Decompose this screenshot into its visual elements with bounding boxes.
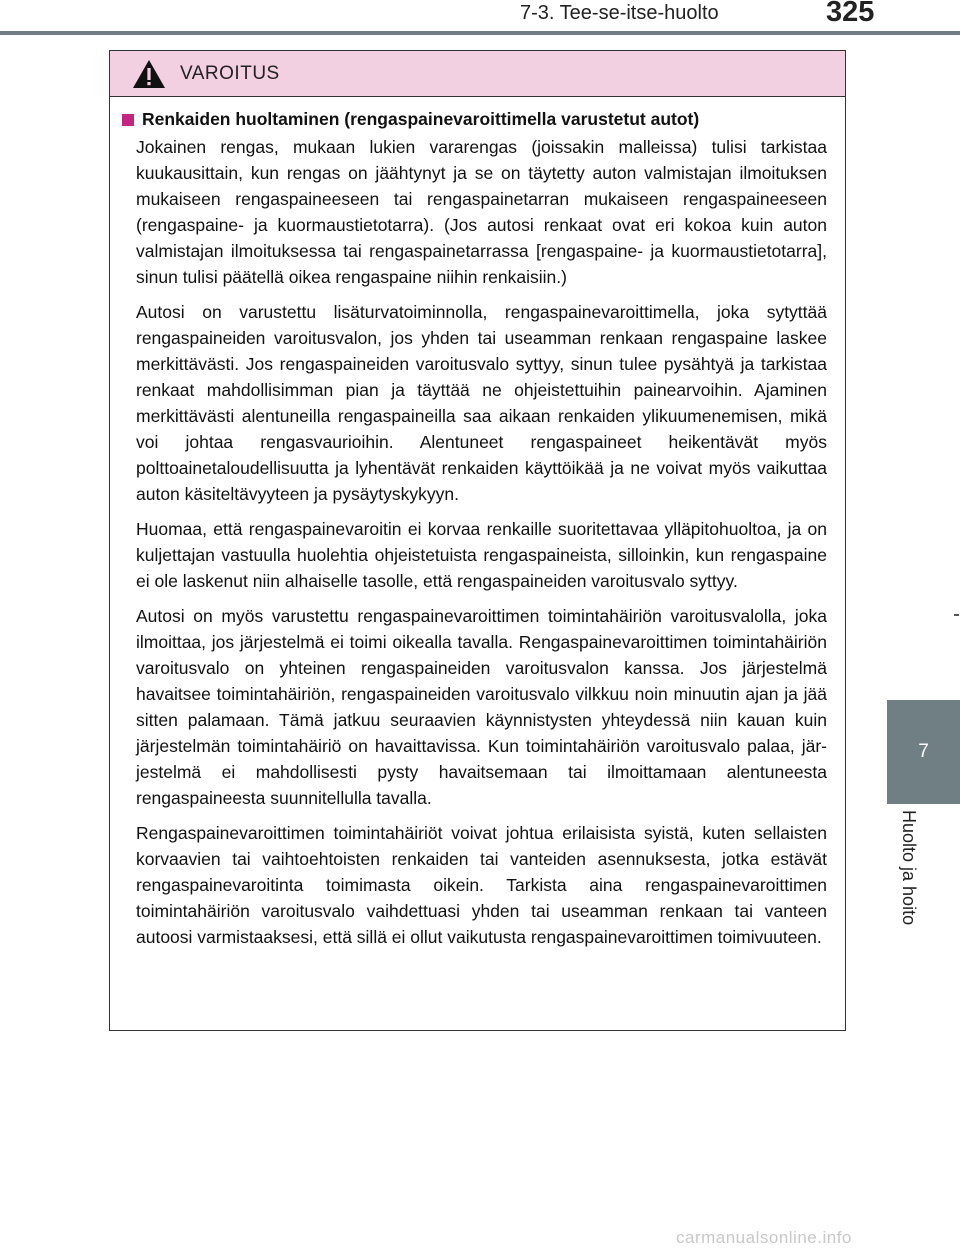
- warning-label: VAROITUS: [180, 62, 280, 84]
- warning-body: [110, 97, 845, 950]
- warning-header: [110, 51, 845, 97]
- chapter-tab: [887, 700, 960, 804]
- watermark: carmanualsonline.info: [676, 1228, 852, 1247]
- warning-paragraph-2: Autosi on varustettu lisäturvatoiminnolla, rengaspainevaroittimella, joka sytyttää rengaspaineiden varoitusvalon, jos yhden tai useamman renkaan rengaspaine laskee merkittävästi. Jos rengaspaineiden varoitusvalo syttyy, sinun tulee pysähtyä ja tarkistaa renkaat mahdollisimman pian ja täyttää ne ohjeistettuihin painearvoihin. Ajaminen merkittävästi alentuneilla rengaspaineilla saa aikaan renkaiden ylikuumenemisen, mikä voi johtaa rengasvaurioihin. Alentuneet rengaspaineet heikentävät myös polttoainetaloudellisuutta ja lyhentävät renkaiden käyttöikää ja ne voivat myös vaikuttaa auton käsiteltävyyteen ja pysäytyskykyyn.: [136, 302, 827, 504]
- warning-subheading-text: Renkaiden huoltaminen (rengaspainevaroittimella varustetut autot): [142, 109, 700, 129]
- chapter-title: Huolto ja hoito: [899, 810, 919, 926]
- margin-mark: [954, 614, 959, 616]
- square-bullet-icon: [122, 114, 134, 126]
- page-number: 325: [826, 0, 875, 28]
- warning-paragraph-1: Jokainen rengas, mukaan lukien vararengas (joissakin malleissa) tulisi tarkistaa kuukausittain, kun rengas on jäähtynyt ja se on täytetty auton valmistajan ilmoituksen mukaiseen rengaspaineeseen tai rengaspainetarran mukaiseen rengaspaineeseen (rengaspaine- ja kuormaustietotarra). (Jos autosi renkaat ovat eri kokoa kuin auton valmistajan ilmoituksessa tai rengaspainetarrassa [rengaspaine- ja kuormaustietotarra], sinun tulisi päätellä oikea rengaspaine niihin renkaisiin.): [136, 137, 827, 287]
- warning-paragraph-5: Rengaspainevaroittimen toimintahäiriöt voivat johtua erilaisista syistä, kuten sellaisten korvaavien tai vaihtoehtoisten renkaiden tai vanteiden asennuksesta, jotka estävät rengaspainevaroitinta toimimasta oikein. Tarkista aina rengaspainevaroittimen toimintahäiriön varoitusvalo vaihdettuasi yhden tai useamman renkaan tai vanteen autoosi varmistaaksesi, että sillä ei ollut vaikutusta rengaspainevaroittimen toimivuuteen.: [136, 823, 827, 947]
- warning-box: [109, 50, 846, 1031]
- running-header-section: 7-3. Tee-se-itse-huolto: [520, 2, 719, 24]
- warning-subheading: [122, 107, 827, 132]
- warning-paragraph-3: Huomaa, että rengaspainevaroitin ei korvaa renkaille suoritettavaa ylläpitohuoltoa, ja on kuljettajan vastuulla huolehtia ohjeistetuista rengaspaineista, silloinkin, kun rengaspaine ei ole laskenut niin alhaiselle tasolle, että rengaspaineiden varoitusvalo syttyy.: [136, 519, 827, 591]
- warning-triangle-icon: [132, 59, 166, 89]
- header-rule: [0, 31, 960, 35]
- chapter-number: 7: [918, 741, 929, 762]
- warning-paragraph-4: Autosi on myös varustettu rengaspainevaroittimen toimintahäiriön varoitusvalolla, joka ilmoittaa, jos järjestelmä ei toimi oikealla tavalla. Rengaspainevaroittimen toimintahäiriön varoitusvalo on yhteinen rengaspaineiden varoitusvalon kanssa. Jos järjestelmä havaitsee toimintahäiriön, rengaspaineiden varoitusvalo vilkkuu noin minuutin ajan ja jää sitten palamaan. Tämä jatkuu seuraavien käynnistysten yhteydessä niin kauan kuin järjestelmän toimintahäiriö on havaittavissa. Kun toimintahäiriön varoitusvalo palaa, järjestelmä ei mahdollisesti pysty havaitsemaan tai ilmoittamaan alentuneesta rengaspaineesta suunnitellulla tavalla.: [136, 606, 827, 808]
